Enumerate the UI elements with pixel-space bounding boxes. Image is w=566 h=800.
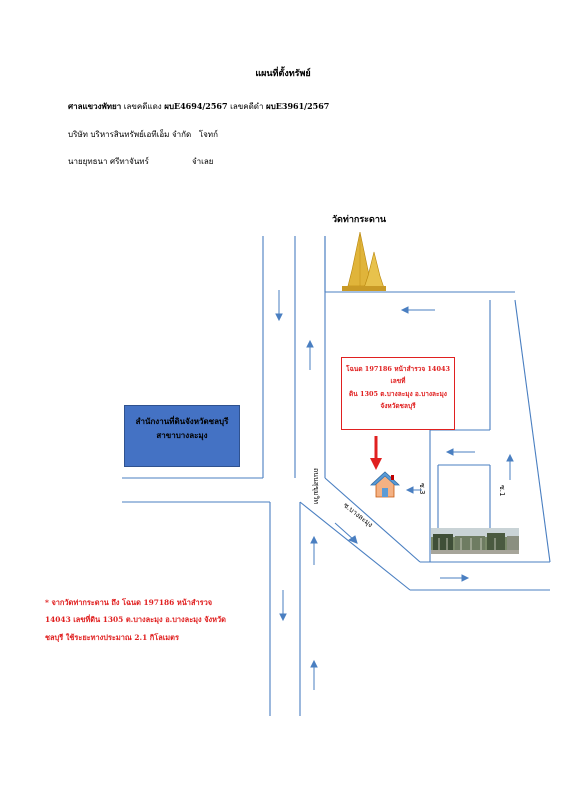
case-red-label: เลขคดีแดง [123, 102, 162, 111]
arrow-down-icon [280, 590, 286, 620]
arrow-up-icon [307, 341, 313, 370]
office-name-line2: สาขาบางละมุง [156, 430, 208, 440]
direction-arrows [276, 290, 513, 690]
property-deed-box [341, 357, 455, 430]
arrow-left-icon [447, 449, 475, 455]
note-line2: 14043 เลขที่ดิน 1305 ต.บางละมุง อ.บางละมุง จังหวัด [45, 615, 226, 625]
road-edge [515, 300, 550, 562]
defendant-role: จำเลย [191, 157, 214, 166]
land-office-box [124, 405, 240, 467]
road-edge [325, 478, 420, 562]
plaintiff-role: โจทก์ [198, 130, 218, 139]
soi-3-label: ซ.3 [418, 483, 426, 495]
plaintiff-name: บริษัท บริหารสินทรัพย์เอทีเอ็ม จำกัด [68, 130, 192, 139]
case-black-number: ผบE3961/2567 [266, 101, 330, 111]
defendant-name: นายยุทธนา ศรีทาจันทร์ [68, 157, 149, 166]
main-road-label: ถนนสุขุมวิท [312, 468, 320, 505]
arrow-up-icon [507, 455, 513, 480]
arrow-up-icon [311, 537, 317, 565]
case-black-label: เลขคดีดำ [230, 102, 264, 111]
house-icon [371, 472, 399, 497]
deed-line1: โฉนด 197186 หน้าสำรวจ 14043 เลขที่ [345, 365, 451, 386]
distance-note [45, 594, 275, 646]
arrow-right-icon [440, 575, 468, 581]
soi-banglamung-label: ซ.บางละมุง [341, 501, 375, 530]
location-pointer-arrow [370, 436, 382, 470]
page-title: แผนที่ตั้งทรัพย์ [255, 69, 311, 79]
note-line3: ชลบุรี ใช้ระยะทางประมาณ 2.1 กิโลเมตร [45, 632, 179, 642]
note-line1: * จากวัดท่ากระดาน ถึง โฉนด 197186 หน้าสำรวจ [45, 598, 213, 607]
court-name: ศาลแขวงพัทยา [68, 101, 122, 111]
deed-line2: ดิน 1305 ต.บางละมุง อ.บางละมุง [349, 389, 447, 398]
deed-line3: จังหวัดชลบุรี [380, 402, 416, 411]
arrow-left-icon [402, 307, 435, 313]
soi-1-label: ซ.1 [498, 485, 506, 497]
temple-pagoda-icon [342, 232, 386, 291]
arrow-down-icon [276, 290, 282, 320]
property-photo [431, 528, 519, 554]
office-name-line1: สำนักงานที่ดินจังหวัดชลบุรี [135, 416, 229, 426]
case-red-number: ผบE4694/2567 [164, 101, 228, 111]
landmark-label: วัดท่ากระดาน [332, 215, 387, 225]
arrow-up-icon [311, 661, 317, 690]
